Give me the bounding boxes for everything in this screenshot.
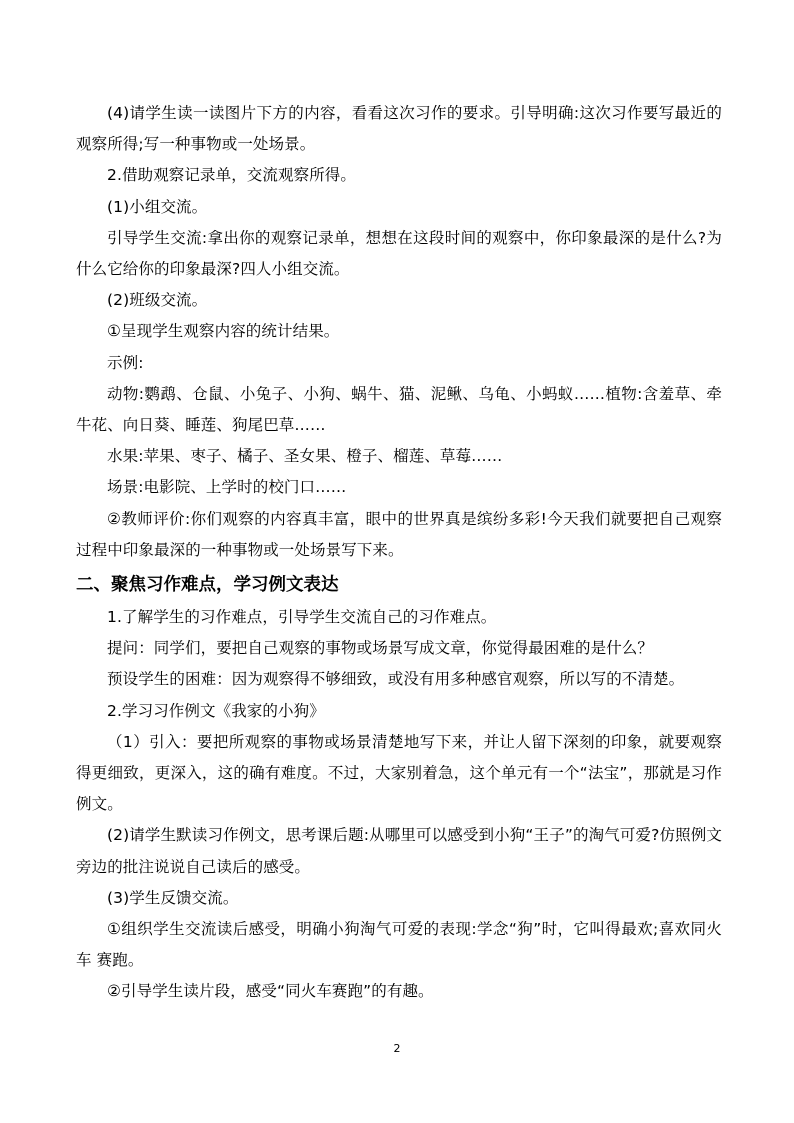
paragraph-read-excerpt: ②引导学生读片段，感受“同火车赛跑”的有趣。 xyxy=(107,982,434,1001)
paragraph-guide-students: 引导学生交流:拿出你的观察记录单，想想在这段时间的观察中，你印象最深的是什么?为什么它给你的印象最深?四人小组交流。 xyxy=(76,228,722,279)
document-body xyxy=(76,98,722,1008)
page-number: 2 xyxy=(393,1042,401,1055)
paragraph-question: 提问：同学们，要把自己观察的事物或场景写成文章，你觉得最困难的是什么？ xyxy=(107,639,654,658)
paragraph-teacher-evaluation: ②教师评价:你们观察的内容真丰富，眼中的世界真是缤纷多彩!今天我们就要把自己观察过程中印象最深的一种事物或一处场景写下来。 xyxy=(76,509,722,559)
paragraph-present-results: ①呈现学生观察内容的统计结果。 xyxy=(107,322,340,341)
paragraph-understand-difficulties: 1.了解学生的习作难点，引导学生交流自己的习作难点。 xyxy=(107,608,497,627)
paragraph-exchange-observations: 2.借助观察记录单，交流观察所得。 xyxy=(107,166,356,185)
paragraph-feedback: (3)学生反馈交流。 xyxy=(107,888,239,907)
paragraph-animals-plants: 动物:鹦鹉、仓鼠、小兔子、小狗、蜗牛、猫、泥鳅、乌龟、小蚂蚁……植物:含羞草、牵牛花、向日葵、睡莲、狗尾巴草…… xyxy=(76,384,722,435)
section-heading: 二、聚焦习作难点，学习例文表达 xyxy=(76,575,339,596)
paragraph-introduction: （1）引入：要把所观察的事物或场景清楚地写下来，并让人留下深刻的印象，就要观察得更细致，更深入，这的确有难度。不过，大家别着急，这个单元有一个“法宝”，那就是习作例文。 xyxy=(76,732,722,814)
paragraph-step-4: (4)请学生读一读图片下方的内容，看看这次习作的要求。引导明确:这次习作要写最近的观察所得;写一种事物或一处场景。 xyxy=(76,104,722,154)
paragraph-example-label: 示例: xyxy=(107,353,144,372)
paragraph-class-exchange: (2)班级交流。 xyxy=(107,291,208,310)
paragraph-fruits: 水果:苹果、枣子、橘子、圣女果、橙子、榴莲、草莓…… xyxy=(107,447,503,466)
paragraph-scenes: 场景:电影院、上学时的校门口…… xyxy=(107,478,347,497)
paragraph-learn-example: 2.学习习作例文《我家的小狗》 xyxy=(107,701,325,720)
paragraph-silent-reading: (2)请学生默读习作例文，思考课后题:从哪里可以感受到小狗“王子”的淘气可爱?仿照例文旁边的批注说说自己读后的感受。 xyxy=(76,826,722,876)
paragraph-organize-exchange: ①组织学生交流读后感受，明确小狗淘气可爱的表现:学念“狗”时，它叫得最欢;喜欢同火车 赛跑。 xyxy=(76,920,722,970)
paragraph-group-exchange: (1)小组交流。 xyxy=(107,197,208,216)
paragraph-expected-difficulty: 预设学生的困难：因为观察得不够细致，或没有用多种感官观察，所以写的不清楚。 xyxy=(107,670,685,689)
